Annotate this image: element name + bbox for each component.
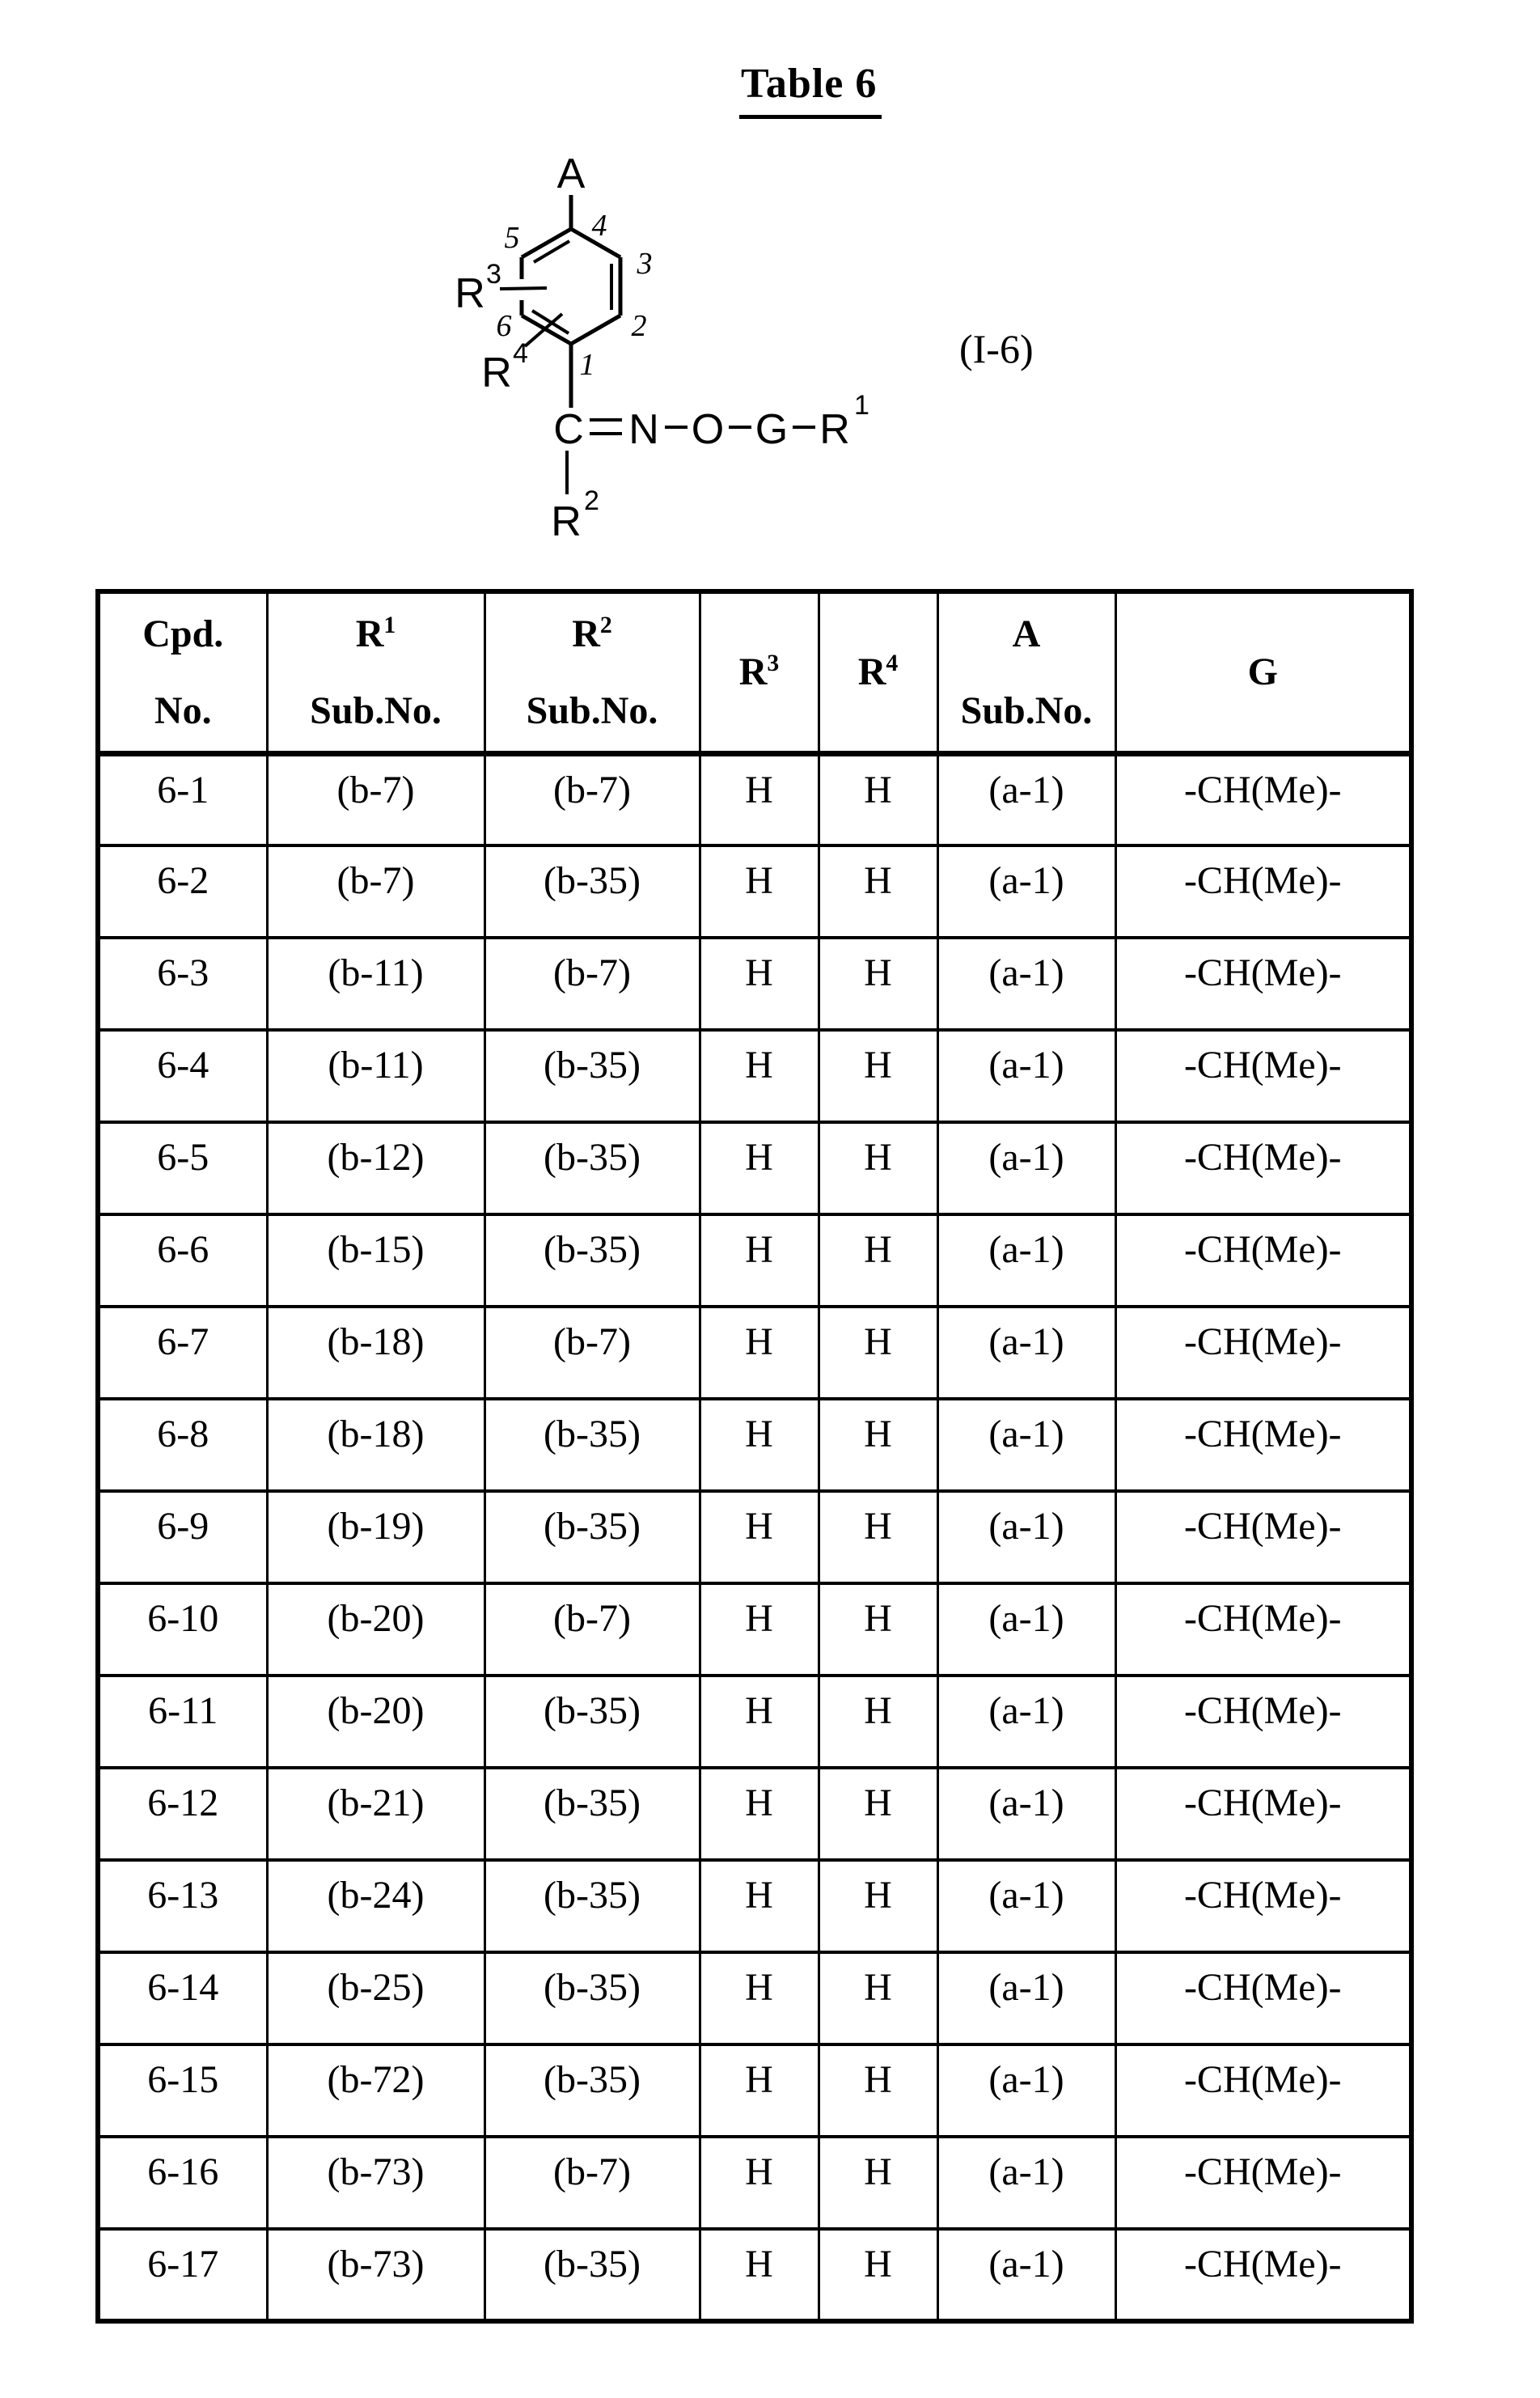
cell-cpd: 6-2 — [98, 845, 267, 938]
cell-a: (a-1) — [937, 1768, 1115, 1860]
cell-r3: H — [700, 2044, 819, 2137]
cell-g: -CH(Me)- — [1115, 1952, 1411, 2044]
cell-r4: H — [819, 1307, 937, 1399]
header-r1-subno — [267, 591, 484, 753]
cell-r2: (b-35) — [484, 1399, 700, 1491]
table-row — [98, 938, 1411, 1030]
cell-a: (a-1) — [937, 1583, 1115, 1676]
cell-g: -CH(Me)- — [1115, 1768, 1411, 1860]
cell-r4: H — [819, 1122, 937, 1214]
table-row — [98, 1952, 1411, 2044]
cell-r1: (b-11) — [267, 938, 484, 1030]
cell-r1: (b-19) — [267, 1491, 484, 1583]
cell-r2: (b-35) — [484, 1676, 700, 1768]
cell-a: (a-1) — [937, 1214, 1115, 1307]
cell-r3: H — [700, 1491, 819, 1583]
cell-r1: (b-20) — [267, 1583, 484, 1676]
locant-5: 5 — [504, 221, 520, 255]
cell-g: -CH(Me)- — [1115, 938, 1411, 1030]
cell-r2: (b-35) — [484, 845, 700, 938]
table-row — [98, 2137, 1411, 2229]
cell-g: -CH(Me)- — [1115, 1122, 1411, 1214]
cell-r3: H — [700, 1583, 819, 1676]
cell-r4: H — [819, 2137, 937, 2229]
cell-g: -CH(Me)- — [1115, 1214, 1411, 1307]
cell-r4: H — [819, 938, 937, 1030]
cell-cpd: 6-10 — [98, 1583, 267, 1676]
cell-r2: (b-7) — [484, 753, 700, 845]
cell-r1: (b-12) — [267, 1122, 484, 1214]
cell-r2: (b-35) — [484, 2044, 700, 2137]
cell-g: -CH(Me)- — [1115, 1491, 1411, 1583]
cell-r2: (b-35) — [484, 1491, 700, 1583]
cell-r2: (b-35) — [484, 1122, 700, 1214]
cell-r4: H — [819, 1676, 937, 1768]
compound-table-body — [98, 753, 1411, 2321]
locant-6: 6 — [496, 309, 512, 343]
header-r3-label: $R^3$ — [738, 650, 780, 694]
cell-g: -CH(Me)- — [1115, 1583, 1411, 1676]
cell-r3: H — [700, 1399, 819, 1491]
cell-r3: H — [700, 938, 819, 1030]
cell-g: -CH(Me)- — [1115, 1307, 1411, 1399]
cell-r4: H — [819, 1491, 937, 1583]
r2-superscript: 2 — [584, 485, 599, 516]
cell-cpd: 6-14 — [98, 1952, 267, 2044]
cell-r1: (b-24) — [267, 1860, 484, 1952]
cell-r4: H — [819, 1952, 937, 2044]
header-r2-line2: Sub.No. — [526, 688, 658, 732]
table-row — [98, 1399, 1411, 1491]
cell-a: (a-1) — [937, 1030, 1115, 1122]
cell-r1: (b-18) — [267, 1399, 484, 1491]
locant-1: 1 — [579, 348, 595, 382]
cell-g: -CH(Me)- — [1115, 753, 1411, 845]
header-r1-label: $R^1$ — [355, 611, 396, 655]
cell-g: -CH(Me)- — [1115, 1860, 1411, 1952]
header-r2-superscript: 2 — [599, 611, 612, 638]
header-a-subno — [937, 591, 1115, 753]
locant-3: 3 — [637, 247, 653, 281]
cell-cpd: 6-13 — [98, 1860, 267, 1952]
cell-r2: (b-35) — [484, 1030, 700, 1122]
cell-r3: H — [700, 2137, 819, 2229]
cell-g: -CH(Me)- — [1115, 1030, 1411, 1122]
cell-r3: H — [700, 1952, 819, 2044]
cell-r1: (b-21) — [267, 1768, 484, 1860]
cell-cpd: 6-5 — [98, 1122, 267, 1214]
table-row — [98, 1491, 1411, 1583]
cell-r2: (b-7) — [484, 938, 700, 1030]
table-row — [98, 2229, 1411, 2321]
cell-a: (a-1) — [937, 2229, 1115, 2321]
compound-table-header — [98, 591, 1411, 753]
r1-superscript: 1 — [854, 390, 869, 421]
header-row — [98, 591, 1411, 753]
cell-r1: (b-7) — [267, 753, 484, 845]
cell-cpd: 6-17 — [98, 2229, 267, 2321]
table-row — [98, 1860, 1411, 1952]
cell-g: -CH(Me)- — [1115, 1399, 1411, 1491]
header-r1-line2: Sub.No. — [310, 688, 442, 732]
cell-r2: (b-7) — [484, 2137, 700, 2229]
cell-r1: (b-25) — [267, 1952, 484, 2044]
cell-g: -CH(Me)- — [1115, 2044, 1411, 2137]
r3-label: R — [455, 270, 485, 317]
header-r2-label: $R^2$ — [572, 611, 612, 655]
cell-cpd: 6-4 — [98, 1030, 267, 1122]
header-cpd-no — [98, 591, 267, 753]
cell-r3: H — [700, 1860, 819, 1952]
cell-r4: H — [819, 2229, 937, 2321]
ring-bond-2-1 — [571, 316, 620, 344]
benzene-ring — [522, 229, 620, 344]
header-r3-superscript: 3 — [767, 650, 780, 677]
table-row — [98, 1122, 1411, 1214]
cell-r4: H — [819, 1583, 937, 1676]
cell-r3: H — [700, 753, 819, 845]
locant-4: 4 — [591, 209, 607, 243]
cell-cpd: 6-11 — [98, 1676, 267, 1768]
cell-cpd: 6-3 — [98, 938, 267, 1030]
cell-a: (a-1) — [937, 845, 1115, 938]
bond-r3-ring — [500, 288, 547, 289]
cell-a: (a-1) — [937, 1676, 1115, 1768]
cell-r1: (b-72) — [267, 2044, 484, 2137]
r1-label: R — [819, 406, 850, 453]
cell-a: (a-1) — [937, 1860, 1115, 1952]
cell-r1: (b-11) — [267, 1030, 484, 1122]
header-a-line2: Sub.No. — [960, 688, 1093, 732]
cell-r1: (b-73) — [267, 2137, 484, 2229]
cell-r2: (b-35) — [484, 2229, 700, 2321]
double-bond-inner-5-4 — [534, 241, 569, 262]
cell-r3: H — [700, 1768, 819, 1860]
cell-cpd: 6-16 — [98, 2137, 267, 2229]
header-g-label: G — [1247, 650, 1278, 694]
header-g — [1115, 591, 1411, 753]
table-row — [98, 845, 1411, 938]
atom-label-c: C — [553, 406, 584, 453]
cell-cpd: 6-12 — [98, 1768, 267, 1860]
cell-r1: (b-18) — [267, 1307, 484, 1399]
cell-cpd: 6-1 — [98, 753, 267, 845]
header-r4-superscript: 4 — [886, 650, 899, 677]
header-r4-label: $R^4$ — [857, 650, 899, 694]
header-r3 — [700, 591, 819, 753]
cell-r1: (b-7) — [267, 845, 484, 938]
table-row — [98, 1214, 1411, 1307]
cell-a: (a-1) — [937, 1952, 1115, 2044]
locant-2: 2 — [631, 309, 647, 343]
cell-cpd: 6-7 — [98, 1307, 267, 1399]
cell-cpd: 6-15 — [98, 2044, 267, 2137]
cell-g: -CH(Me)- — [1115, 845, 1411, 938]
header-r2-subno — [484, 591, 700, 753]
header-cpd-line1: Cpd. — [142, 612, 224, 655]
cell-r3: H — [700, 1030, 819, 1122]
cell-a: (a-1) — [937, 1399, 1115, 1491]
cell-a: (a-1) — [937, 1307, 1115, 1399]
cell-r4: H — [819, 2044, 937, 2137]
compound-table — [95, 589, 1414, 2324]
r4-label: R — [481, 350, 512, 396]
cell-r2: (b-35) — [484, 1214, 700, 1307]
cell-r4: H — [819, 1768, 937, 1860]
cell-r2: (b-35) — [484, 1952, 700, 2044]
cell-r2: (b-35) — [484, 1768, 700, 1860]
cell-a: (a-1) — [937, 1122, 1115, 1214]
table-row — [98, 1030, 1411, 1122]
cell-cpd: 6-8 — [98, 1399, 267, 1491]
page-title: Table 6 — [739, 60, 882, 119]
cell-a: (a-1) — [937, 2044, 1115, 2137]
table-row — [98, 2044, 1411, 2137]
cell-a: (a-1) — [937, 1491, 1115, 1583]
atom-label-g: G — [755, 406, 789, 453]
cell-r3: H — [700, 2229, 819, 2321]
cell-r4: H — [819, 1214, 937, 1307]
header-r1-superscript: 1 — [383, 611, 396, 638]
cell-r4: H — [819, 1399, 937, 1491]
cell-a: (a-1) — [937, 938, 1115, 1030]
cell-cpd: 6-9 — [98, 1491, 267, 1583]
cell-r4: H — [819, 1860, 937, 1952]
r3-superscript: 3 — [486, 259, 501, 290]
cell-r3: H — [700, 845, 819, 938]
cell-a: (a-1) — [937, 2137, 1115, 2229]
atom-label-a: A — [556, 150, 586, 197]
cell-r3: H — [700, 1676, 819, 1768]
cell-cpd: 6-6 — [98, 1214, 267, 1307]
cell-r3: H — [700, 1307, 819, 1399]
r2-label: R — [551, 498, 582, 545]
cell-r4: H — [819, 1030, 937, 1122]
header-a-line1: A — [1012, 612, 1041, 655]
cell-r4: H — [819, 753, 937, 845]
formula-id-label: (I-6) — [959, 326, 1034, 371]
cell-r3: H — [700, 1122, 819, 1214]
atom-label-n: N — [628, 406, 659, 453]
atom-label-o: O — [691, 406, 725, 453]
header-r4 — [819, 591, 937, 753]
table-row — [98, 753, 1411, 845]
cell-r2: (b-35) — [484, 1860, 700, 1952]
table-row — [98, 1583, 1411, 1676]
cell-r3: H — [700, 1214, 819, 1307]
r4-superscript: 4 — [513, 338, 528, 369]
cell-r1: (b-20) — [267, 1676, 484, 1768]
cell-g: -CH(Me)- — [1115, 2229, 1411, 2321]
cell-r4: H — [819, 845, 937, 938]
header-cpd-line2: No. — [154, 688, 212, 732]
table-row — [98, 1307, 1411, 1399]
table-row — [98, 1676, 1411, 1768]
cell-a: (a-1) — [937, 753, 1115, 845]
cell-r1: (b-15) — [267, 1214, 484, 1307]
cell-r2: (b-7) — [484, 1583, 700, 1676]
cell-r2: (b-7) — [484, 1307, 700, 1399]
cell-g: -CH(Me)- — [1115, 1676, 1411, 1768]
cell-r1: (b-73) — [267, 2229, 484, 2321]
cell-g: -CH(Me)- — [1115, 2137, 1411, 2229]
table-row — [98, 1768, 1411, 1860]
